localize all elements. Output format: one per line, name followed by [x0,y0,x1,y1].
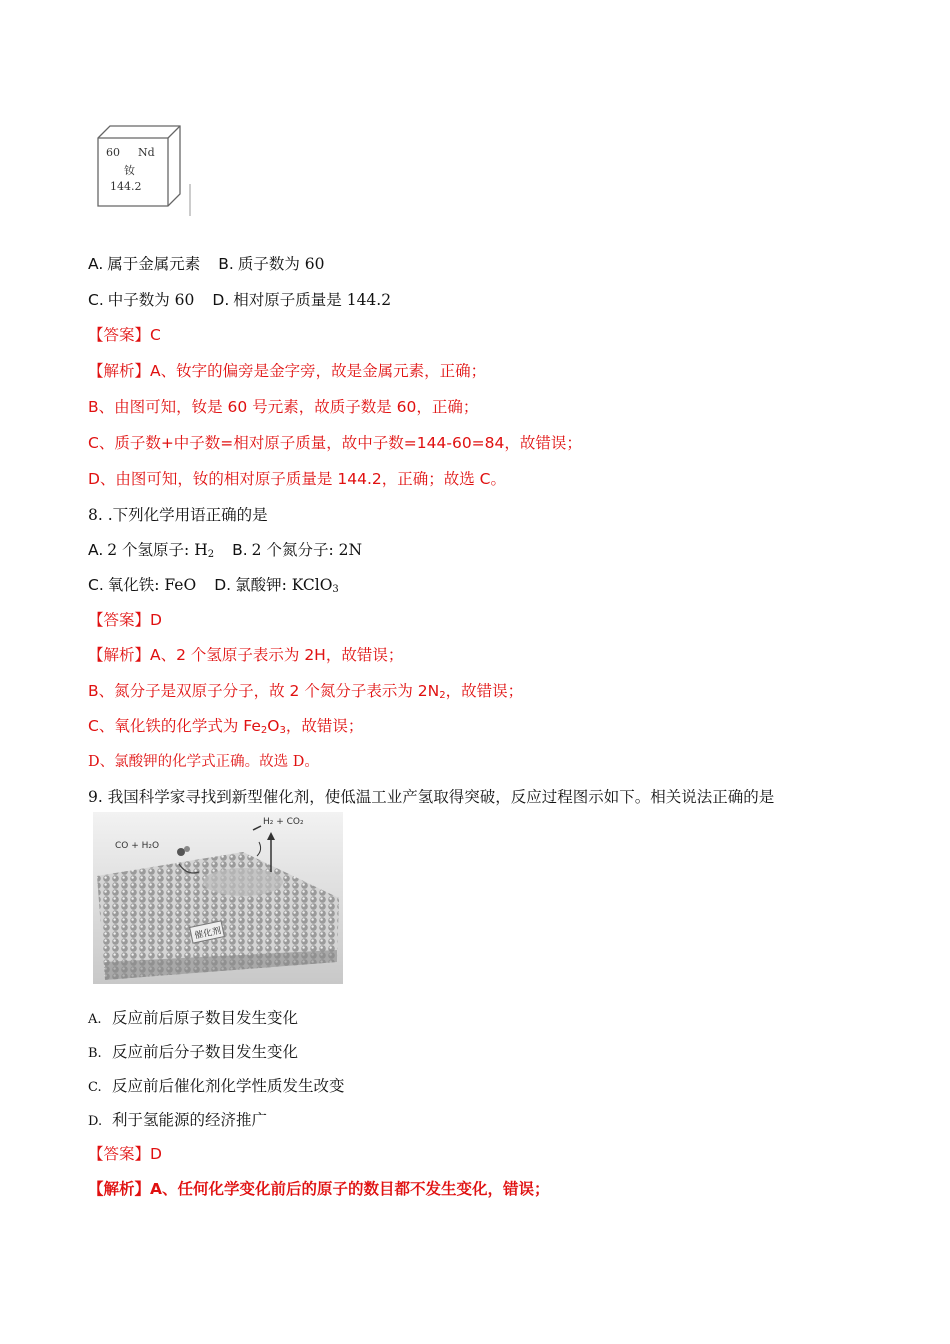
q8-analysis-line-4: D、氯酸钾的化学式正确。故选 D。 [88,754,319,770]
q7-option-c-letter: C. [88,291,104,309]
q7-option-c-text: 中子数为 60 [107,291,195,309]
q7-option-d-text: 相对原子质量是 144.2 [233,291,392,309]
q7-options-row-1 [88,254,325,274]
q7-option-b-letter: B. [218,255,234,273]
q8-analysis-line-3 [88,716,363,741]
q9-answer: 【答案】D [88,1145,162,1163]
q8-options-row-1 [88,540,362,565]
q9-stem: 9. 我国科学家寻找到新型催化剂，使低温工业产氢取得突破，反应过程图示如下。相关说法正确的是 [88,788,775,806]
q7-option-a-letter: A. [88,255,104,273]
q7-answer: 【答案】C [88,326,161,344]
q8-option-a-subscript: 2 [207,549,215,560]
q8-analysis-line-3-mid: O [267,717,280,735]
q9-option-d-text: 利于氢能源的经济推广 [112,1111,268,1129]
element-name: 钕 [124,164,135,177]
q7-option-a-text: 属于金属元素 [107,255,201,273]
q9-option-d-letter: D. [88,1114,103,1129]
q9-option-b-text: 反应前后分子数目发生变化 [112,1043,299,1061]
element-symbol: Nd [138,146,155,159]
q8-option-b-text: 2 个氮分子: 2N [251,541,363,559]
q7-options-row-2 [88,290,391,310]
q9-analysis-line-1: 【解析】A、任何化学变化前后的原子的数目都不发生变化，错误； [88,1180,550,1198]
q8-option-a-text: 2 个氢原子: H [107,541,208,559]
q8-analysis-line-2-subscript: 2 [439,690,446,701]
q8-option-d-text: 氯酸钾: KClO [235,576,333,594]
reactants-label: CO + H₂O [115,841,160,851]
q7-analysis-line-1: 【解析】A、钕字的偏旁是金字旁，故是金属元素，正确； [88,362,487,380]
q8-answer: 【答案】D [88,611,162,629]
q8-option-b-letter: B. [232,541,248,559]
q8-option-d-letter: D. [214,576,232,594]
q7-option-d-letter: D. [212,291,230,309]
q8-analysis-line-3-subscript-2: 3 [279,725,286,736]
q7-analysis-line-2: B、由图可知，钕是 60 号元素，故质子数是 60，正确； [88,398,479,416]
q7-option-b-text: 质子数为 60 [237,255,325,273]
q8-options-row-2 [88,575,339,600]
q9-option-c-letter: C. [88,1080,102,1095]
q9-option-a-text: 反应前后原子数目发生变化 [112,1009,299,1027]
q9-option-c-text: 反应前后催化剂化学性质发生改变 [112,1077,345,1095]
q9-option-a-letter: A. [88,1012,102,1027]
q9-option-b-letter: B. [88,1046,102,1061]
catalyst-reaction-figure [93,812,343,984]
q8-analysis-line-2 [88,681,523,706]
q7-analysis-line-4: D、由图可知，钕的相对原子质量是 144.2，正确；故选 C。 [88,470,506,488]
element-card-figure [96,124,192,216]
q9-option-b [88,1042,298,1064]
q8-option-c-text: 氧化铁: FeO [107,576,197,594]
q8-analysis-line-3-subscript-1: 2 [260,725,268,736]
q8-option-a-letter: A. [88,541,104,559]
q8-analysis-line-3-text: C、氧化铁的化学式为 Fe [88,717,261,735]
element-number: 60 [106,146,120,159]
q8-option-d-subscript: 3 [332,584,339,595]
q9-option-a [88,1008,298,1030]
q8-option-c-letter: C. [88,576,104,594]
q8-stem: 8. .下列化学用语正确的是 [88,506,268,524]
q9-option-c [88,1076,345,1098]
catalyst-label: 催化剂 [193,926,223,942]
q8-analysis-line-3-tail: ，故错误； [285,717,364,735]
q8-analysis-line-2-tail: ，故错误； [445,682,524,700]
q9-option-d [88,1110,267,1132]
q7-analysis-line-3: C、质子数+中子数=相对原子质量，故中子数=144-60=84，故错误； [88,434,582,452]
element-mass: 144.2 [110,180,142,193]
products-label: H₂ + CO₂ [263,817,304,827]
q8-analysis-line-2-text: B、氮分子是双原子分子，故 2 个氮分子表示为 2N [88,682,440,700]
q8-analysis-line-1: 【解析】A、2 个氢原子表示为 2H，故错误； [88,646,404,664]
